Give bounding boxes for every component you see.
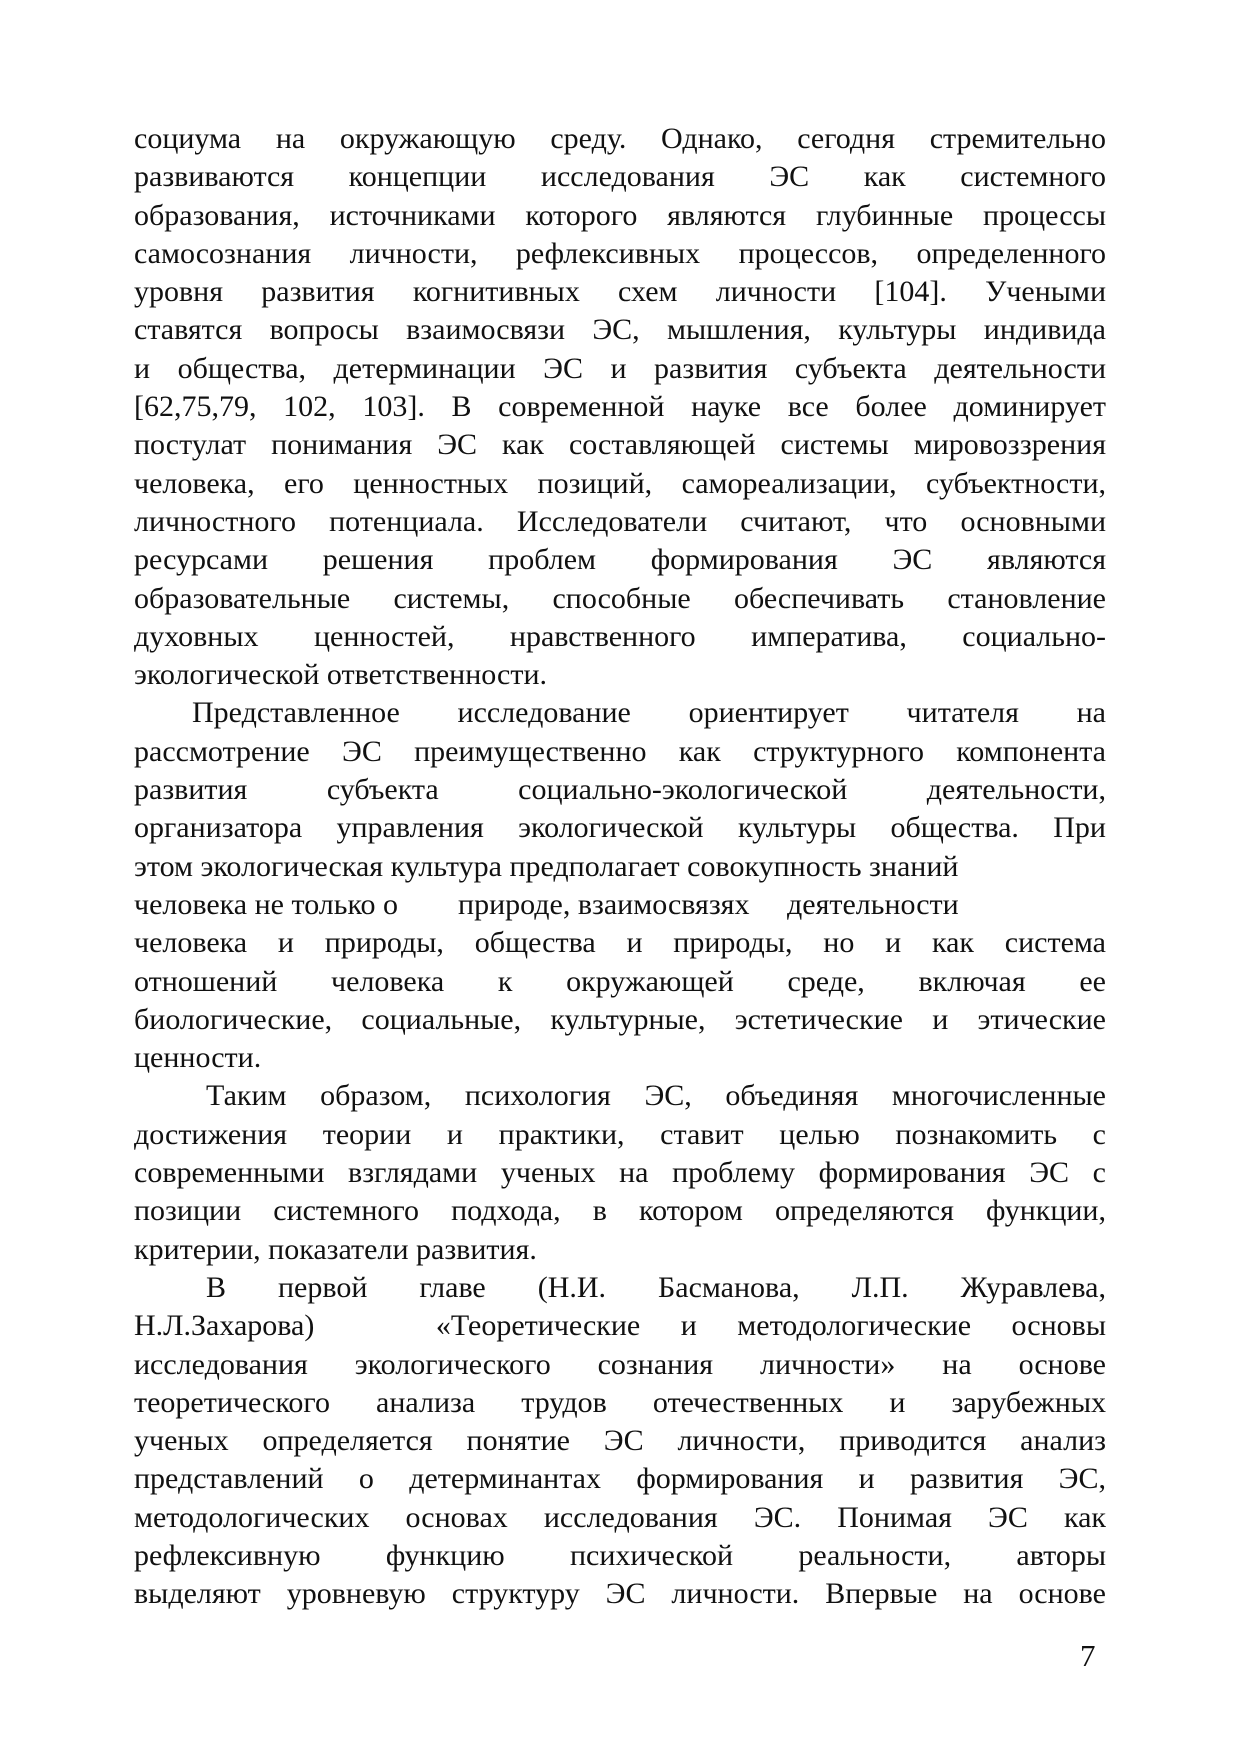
text-line: постулат понимания ЭС как составляющей системы мировоззрения <box>134 428 1106 462</box>
text-line: ставятся вопросы взаимосвязи ЭС, мышления, культуры индивида <box>134 313 1106 347</box>
text-line: позиции системного подхода, в котором определяются функции, <box>134 1194 1106 1228</box>
text-line: современными взглядами ученых на проблему формирования ЭС с <box>134 1156 1106 1190</box>
text-line: ценности. <box>134 1041 262 1075</box>
text-line: биологические, социальные, культурные, эстетические и этические <box>134 1002 1106 1036</box>
text-line: [62,75,79, 102, 103]. В современной науке все более доминирует <box>134 390 1106 424</box>
text-line: ресурсами решения проблем формирования ЭС являются <box>134 543 1106 577</box>
paragraph-2 <box>134 694 1106 1077</box>
text-line: Представленное исследование ориентирует читателя на <box>192 696 1106 730</box>
text-line: методологических основах исследования ЭС. Понимая ЭС как <box>134 1500 1106 1534</box>
text-line: самосознания личности, рефлексивных процессов, определенного <box>134 236 1106 270</box>
text-line: человека не только о природе, взаимосвязях деятельности <box>134 887 959 921</box>
document-body <box>134 120 1106 1614</box>
text-line: организатора управления экологической культуры общества. При <box>134 811 1106 845</box>
text-line: Н.Л.Захарова) «Теоретические и методологические основы <box>134 1309 1106 1343</box>
text-line: Таким образом, психология ЭС, объединяя многочисленные <box>206 1079 1106 1113</box>
paragraph-3 <box>134 1077 1106 1268</box>
text-line: этом экологическая культура предполагает совокупность знаний <box>134 849 959 883</box>
text-line: критерии, показатели развития. <box>134 1232 537 1266</box>
text-line: образовательные системы, способные обеспечивать становление <box>134 581 1106 615</box>
text-line: и общества, детерминации ЭС и развития субъекта деятельности <box>134 351 1106 385</box>
text-line: развития субъекта социально-экологической деятельности, <box>134 773 1106 807</box>
text-line: личностного потенциала. Исследователи считают, что основными <box>134 504 1106 538</box>
text-line: рассмотрение ЭС преимущественно как структурного компонента <box>134 734 1106 768</box>
text-line: социума на окружающую среду. Однако, сегодня стремительно <box>134 122 1106 155</box>
text-line: духовных ценностей, нравственного императива, социально- <box>134 619 1106 653</box>
text-line: ученых определяется понятие ЭС личности, приводится анализ <box>134 1424 1106 1458</box>
text-line: рефлексивную функцию психической реальности, авторы <box>134 1538 1106 1572</box>
text-line: отношений человека к окружающей среде, включая ее <box>134 964 1106 998</box>
text-line: уровня развития когнитивных схем личности [104]. Учеными <box>134 275 1106 309</box>
text-line: экологической ответственности. <box>134 658 547 692</box>
text-line: образования, источниками которого являются глубинные процессы <box>134 198 1106 232</box>
text-line: исследования экологического сознания личности» на основе <box>134 1347 1106 1381</box>
text-line: В первой главе (Н.И. Басманова, Л.П. Журавлева, <box>206 1270 1106 1304</box>
text-line: человека и природы, общества и природы, но и как система <box>134 926 1106 960</box>
paragraph-1 <box>134 120 1106 694</box>
text-line: развиваются концепции исследования ЭС как системного <box>134 160 1106 194</box>
text-line: человека, его ценностных позиций, самореализации, субъектности, <box>134 466 1106 500</box>
paragraph-4 <box>134 1269 1106 1614</box>
text-line: представлений о детерминантах формирования и развития ЭС, <box>134 1462 1106 1496</box>
text-line: теоретического анализа трудов отечественных и зарубежных <box>134 1385 1106 1419</box>
text-line: выделяют уровневую структуру ЭС личности. Впервые на основе <box>134 1577 1106 1611</box>
page-number: 7 <box>1080 1638 1096 1673</box>
text-line: достижения теории и практики, ставит целью познакомить с <box>134 1117 1106 1151</box>
